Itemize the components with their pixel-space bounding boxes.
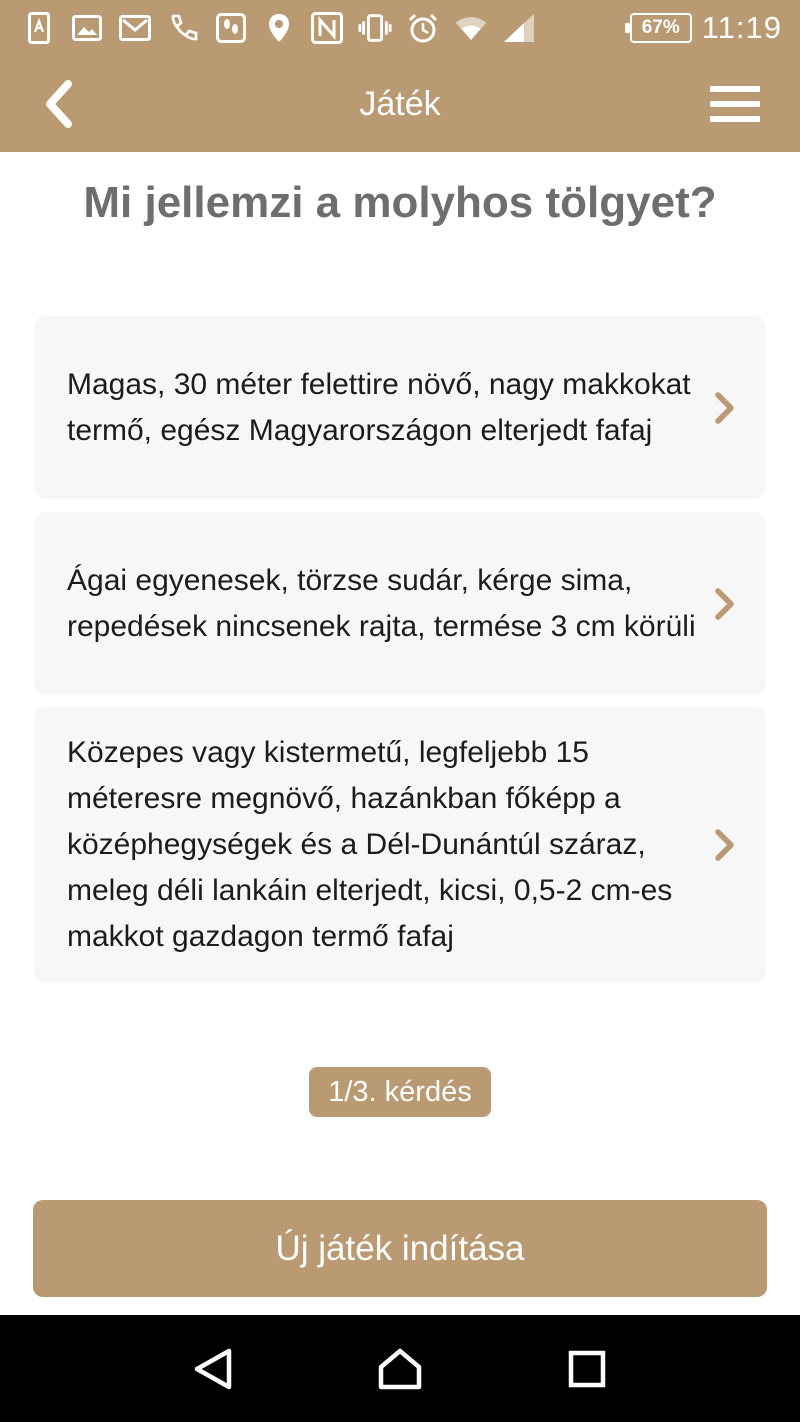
menu-icon-bar bbox=[710, 101, 760, 107]
wifi-icon bbox=[454, 11, 488, 45]
nav-home-button[interactable] bbox=[370, 1339, 430, 1399]
question-title: Mi jellemzi a molyhos tölgyet? bbox=[83, 178, 717, 227]
status-right bbox=[630, 10, 782, 46]
status-icons bbox=[22, 11, 630, 45]
menu-button[interactable] bbox=[710, 80, 760, 128]
nfc-icon bbox=[310, 11, 344, 45]
menu-icon-bar bbox=[710, 86, 760, 92]
status-bar bbox=[0, 0, 800, 56]
battery-indicator: 67% bbox=[630, 13, 692, 43]
steps-icon bbox=[214, 11, 248, 45]
chevron-left-icon bbox=[42, 80, 74, 128]
answer-text: Magas, 30 méter felettire növő, nagy makkokat termő, egész Magyarországon elterjedt fafaj bbox=[67, 367, 691, 447]
system-nav-bar bbox=[0, 1315, 800, 1422]
signal-icon bbox=[502, 11, 536, 45]
chevron-right-icon bbox=[700, 828, 736, 862]
chevron-right-icon bbox=[700, 587, 736, 621]
sim-icon bbox=[22, 11, 56, 45]
recents-square-icon bbox=[568, 1350, 606, 1388]
status-time: 11:19 bbox=[701, 10, 782, 45]
back-triangle-icon bbox=[193, 1347, 233, 1391]
nav-back-button[interactable] bbox=[183, 1339, 243, 1399]
page-title: Játék bbox=[359, 84, 441, 123]
answer-option-3[interactable] bbox=[34, 707, 766, 983]
answer-option-2[interactable] bbox=[34, 512, 766, 695]
gmail-icon bbox=[118, 11, 152, 45]
question-progress-badge: 1/3. kérdés bbox=[309, 1067, 491, 1117]
new-game-button[interactable]: Új játék indítása bbox=[33, 1200, 767, 1297]
nav-recents-button[interactable] bbox=[557, 1339, 617, 1399]
location-icon bbox=[262, 11, 296, 45]
image-icon bbox=[70, 11, 104, 45]
vibrate-icon bbox=[358, 11, 392, 45]
answer-text: Közepes vagy kistermetű, legfeljebb 15 méteresre megnövő, hazánkban főképp a középhegységek és a Dél-Dunántúl száraz, meleg déli lankáin elterjedt, kicsi, 0,5-2 cm-es makkot gazdagon termő fafaj bbox=[67, 736, 673, 953]
home-icon bbox=[377, 1347, 423, 1391]
app-bar bbox=[0, 56, 800, 152]
answer-option-1[interactable] bbox=[34, 316, 766, 499]
call-icon bbox=[166, 11, 200, 45]
alarm-icon bbox=[406, 11, 440, 45]
back-button[interactable] bbox=[34, 76, 82, 132]
menu-icon-bar bbox=[710, 116, 760, 122]
answer-text: Ágai egyenesek, törzse sudár, kérge sima, repedések nincsenek rajta, termése 3 cm körüli bbox=[67, 563, 696, 643]
chevron-right-icon bbox=[700, 391, 736, 425]
